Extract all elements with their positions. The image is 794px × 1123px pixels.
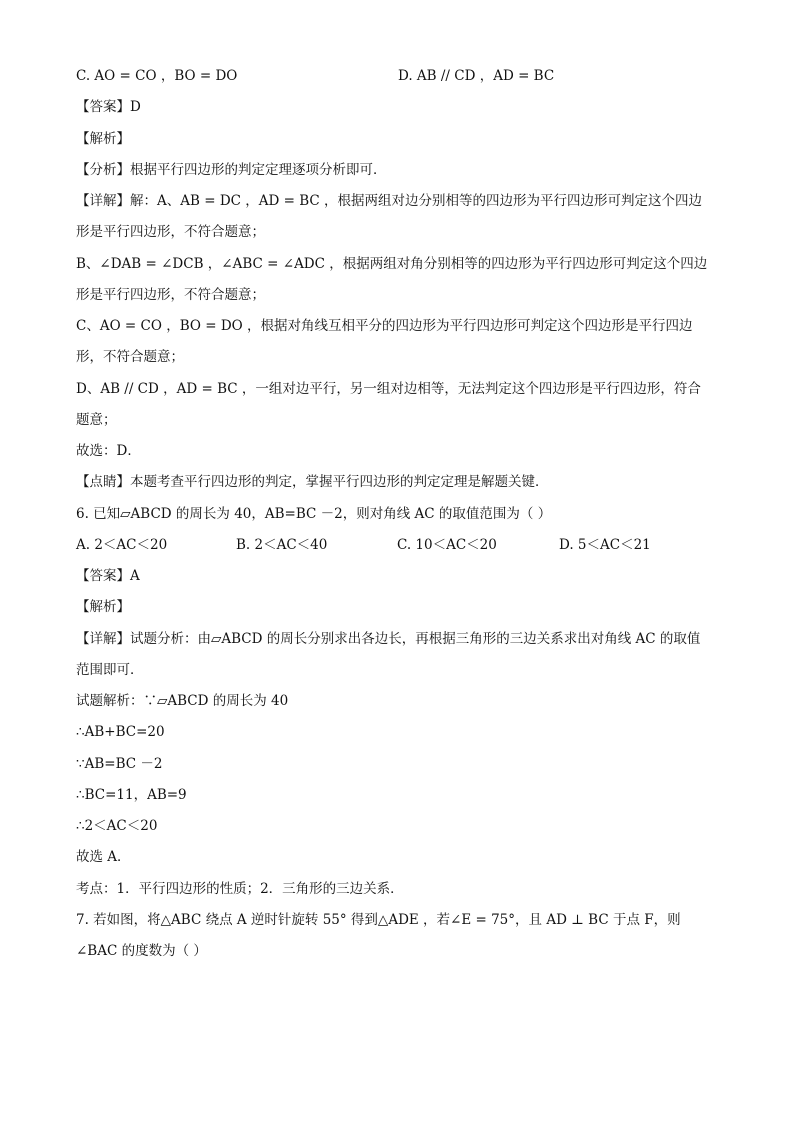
detail-line: 【详解】试题分析：由▱ABCD 的周长分别求出各边长，再根据三角形的三边关系求出对角线 AC 的取值: [76, 631, 701, 647]
question-7-cont: ∠BAC 的度数为（ ）: [76, 943, 207, 959]
option-d: D. 5＜AC＜21: [559, 537, 651, 553]
choice-conclusion: 故选 A．: [76, 849, 131, 865]
option-b: B. 2＜AC＜40: [236, 537, 328, 553]
option-d: D. AB // CD ，AD = BC: [398, 68, 555, 84]
solution-step-4: ∴BC=11，AB=9: [76, 787, 187, 803]
solution-step-3: ∵AB=BC －2: [76, 756, 163, 772]
analysis-label: 【解析】: [76, 131, 130, 147]
analysis-label: 【解析】: [76, 599, 130, 615]
option-c: C. 10＜AC＜20: [397, 537, 497, 553]
solution-step-2: ∴AB+BC=20: [76, 724, 165, 740]
solution-step-1: 试题解析：∵▱ABCD 的周长为 40: [76, 693, 289, 709]
detail-line-b-cont: 形是平行四边形，不符合题意；: [76, 287, 265, 303]
option-c: C. AO = CO ，BO = DO: [76, 68, 238, 84]
detail-line-c: C、AO = CO ，BO = DO ，根据对角线互相平分的四边形为平行四边形可判定这个四边形是平行四边: [76, 318, 693, 334]
solution-step-5: ∴2＜AC＜20: [76, 818, 158, 834]
answer-label: 【答案】A: [76, 568, 140, 584]
q6-options: [76, 535, 726, 555]
detail-line-cont: 范围即可．: [76, 662, 144, 678]
answer-label: 【答案】D: [76, 99, 141, 115]
option-a: A. 2＜AC＜20: [76, 537, 168, 553]
knowledge-points: 考点：1．平行四边形的性质；2．三角形的三边关系．: [76, 881, 404, 897]
detail-line-c-cont: 形，不符合题意；: [76, 349, 184, 365]
question-6: 6. 已知▱ABCD 的周长为 40，AB=BC －2，则对角线 AC 的取值范围为（ ）: [76, 506, 552, 522]
question-7: 7. 若如图，将△ABC 绕点 A 逆时针旋转 55° 得到△ADE ，若∠E = 75°，且 AD ⊥ BC 于点 F，则: [76, 912, 681, 928]
detail-line-a: 【详解】解：A、AB = DC ，AD = BC ，根据两组对边分别相等的四边形为平行四边形可判定这个四边: [76, 193, 703, 209]
choice-conclusion: 故选：D．: [76, 443, 141, 459]
detail-line-d: D、AB // CD ，AD = BC ，一组对边平行，另一组对边相等，无法判定这个四边形是平行四边形，符合: [76, 381, 701, 397]
detail-line-d-cont: 题意；: [76, 412, 117, 428]
analysis-summary: 【分析】根据平行四边形的判定定理逐项分析即可．: [76, 162, 387, 178]
detail-line-a-cont: 形是平行四边形，不符合题意；: [76, 224, 265, 240]
q5-options-cd: [76, 66, 726, 86]
comment-line: 【点睛】本题考查平行四边形的判定，掌握平行四边形的判定定理是解题关键．: [76, 474, 549, 490]
detail-line-b: B、∠DAB = ∠DCB ，∠ABC = ∠ADC ，根据两组对角分别相等的四边形为平行四边形可判定这个四边: [76, 256, 708, 272]
